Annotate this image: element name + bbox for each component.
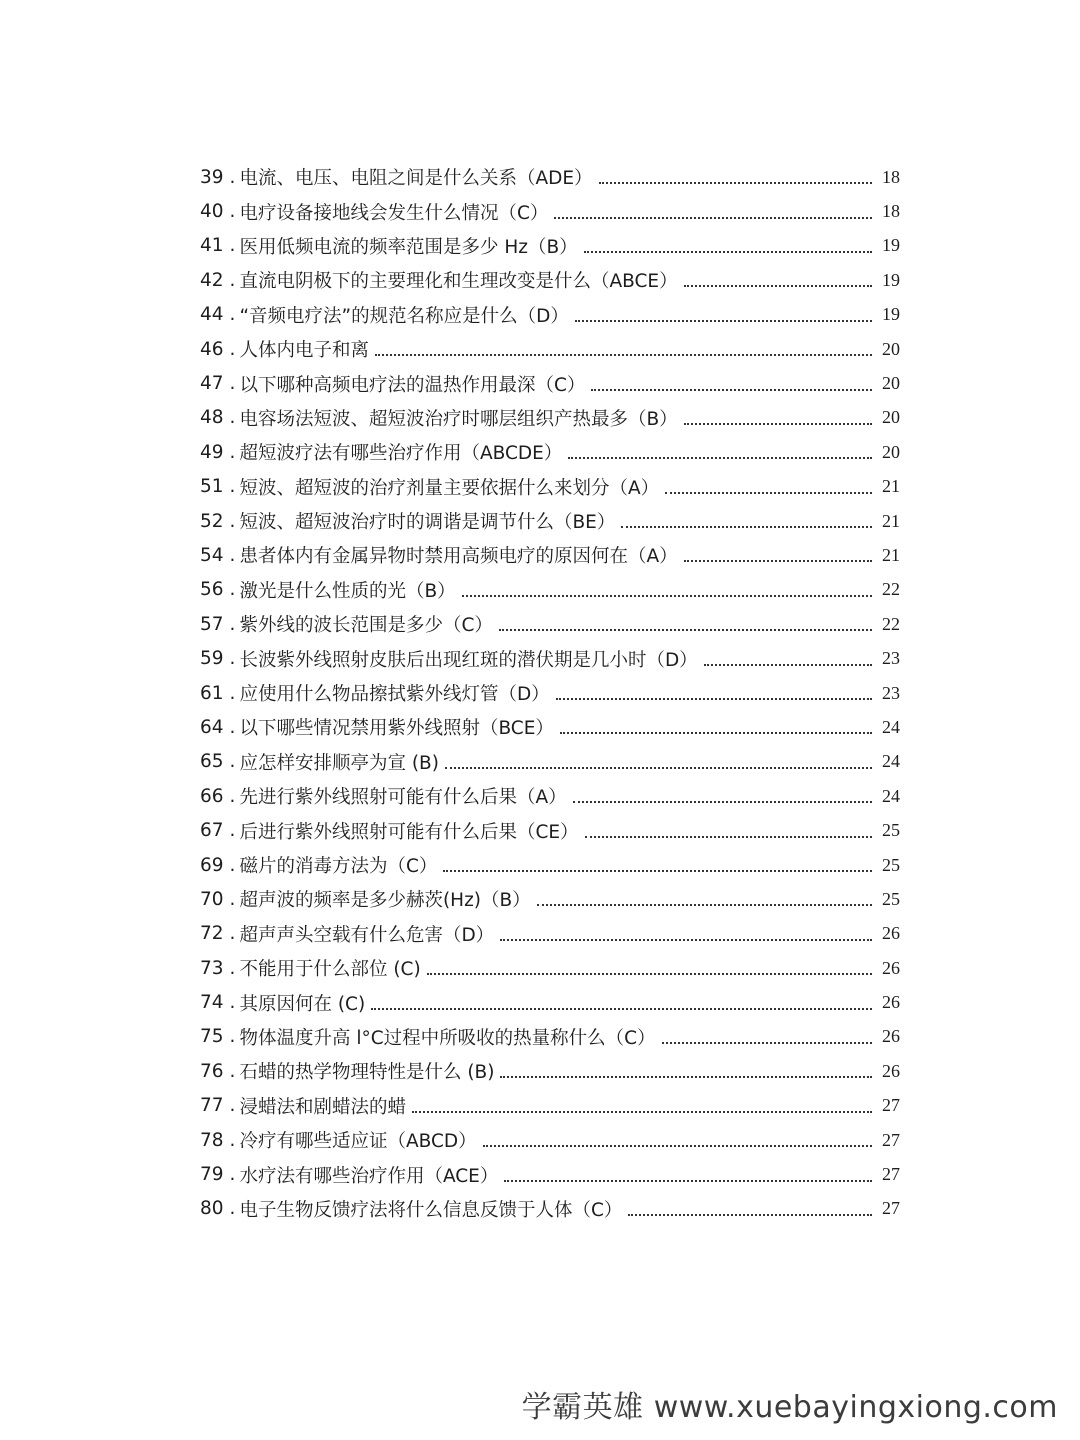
toc-entry-page-number: 20 [882,373,900,394]
dot-leader [585,836,872,838]
dot-leader [684,423,872,425]
toc-entry-page-number: 21 [882,476,900,497]
dot-leader [443,870,872,872]
toc-entry-title: 冷疗有哪些适应证（ABCD） [239,1131,477,1153]
toc-entry-separator: . [229,407,236,429]
toc-entry-page-number: 19 [882,269,900,290]
toc-entry-page-number: 26 [882,923,900,944]
toc-entry-title: 紫外线的波长范围是多少（C） [239,615,493,637]
toc-entry-number: 78 [200,1129,224,1151]
dot-leader [427,973,872,975]
toc-entry-separator: . [229,923,236,945]
dot-leader [662,1042,872,1044]
toc-entry-number: 67 [200,820,224,842]
toc-entry-title: 其原因何在 (C) [239,993,366,1015]
toc-entry-title: 应怎样安排顺亭为宣 (B) [239,752,439,774]
toc-entry[interactable] [200,298,900,332]
toc-entry[interactable] [200,1089,900,1123]
toc-entry[interactable] [200,813,900,847]
toc-entry-page-number: 23 [882,648,900,669]
dot-leader [500,939,872,941]
toc-entry-separator: . [229,957,236,979]
toc-entry-number: 51 [200,476,224,498]
toc-entry-title: 短波、超短波治疗时的调谐是调节什么（BE） [239,512,616,534]
toc-entry-separator: . [229,441,236,463]
toc-entry-title: 医用低频电流的频率范围是多少 Hz（B） [239,236,578,258]
dot-leader [412,1111,872,1113]
toc-entry-page-number: 20 [882,441,900,462]
toc-entry-separator: . [229,716,236,738]
toc-entry[interactable] [200,229,900,263]
toc-entry[interactable] [200,160,900,194]
toc-entry-page-number: 22 [882,613,900,634]
toc-entry[interactable] [200,435,900,469]
toc-entry-title: 电疗设备接地线会发生什么情况（C） [239,202,549,224]
toc-entry-number: 54 [200,544,224,566]
toc-entry-separator: . [229,992,236,1014]
toc-entry-page-number: 26 [882,992,900,1013]
dot-leader [537,904,872,906]
toc-entry-title: 电流、电压、电阻之间是什么关系（ADE） [239,168,593,190]
toc-entry[interactable] [200,985,900,1019]
toc-entry-page-number: 24 [882,785,900,806]
toc-entry-number: 61 [200,682,224,704]
toc-entry-number: 42 [200,269,224,291]
toc-entry-number: 72 [200,923,224,945]
toc-entry-separator: . [229,751,236,773]
toc-entry-page-number: 21 [882,544,900,565]
toc-entry-page-number: 25 [882,854,900,875]
toc-entry-number: 41 [200,235,224,257]
toc-entry-separator: . [229,1129,236,1151]
toc-entry[interactable] [200,1020,900,1054]
toc-entry-separator: . [229,304,236,326]
toc-entry-title: 超声波的频率是多少赫茨(Hz)（B） [239,890,531,912]
toc-entry-page-number: 26 [882,957,900,978]
toc-entry-page-number: 25 [882,820,900,841]
toc-entry[interactable] [200,710,900,744]
toc-entry-separator: . [229,1060,236,1082]
toc-entry[interactable] [200,882,900,916]
toc-entry-page-number: 23 [882,682,900,703]
toc-entry[interactable] [200,848,900,882]
dot-leader [560,732,872,734]
toc-entry-separator: . [229,510,236,532]
dot-leader [445,767,872,769]
toc-entry[interactable] [200,538,900,572]
toc-entry-number: 48 [200,407,224,429]
toc-entry-page-number: 22 [882,579,900,600]
toc-entry-separator: . [229,682,236,704]
toc-entry-number: 39 [200,166,224,188]
toc-entry-page-number: 27 [882,1129,900,1150]
toc-entry-title: 患者体内有金属异物时禁用高频电疗的原因何在（A） [239,546,678,568]
toc-entry-page-number: 27 [882,1095,900,1116]
toc-entry-number: 74 [200,992,224,1014]
toc-entry-number: 66 [200,785,224,807]
toc-entry[interactable] [200,951,900,985]
toc-entry-number: 75 [200,1026,224,1048]
toc-entry-number: 80 [200,1198,224,1220]
toc-entry-number: 77 [200,1095,224,1117]
toc-entry-title: 以下哪些情况禁用紫外线照射（BCE） [239,718,554,740]
toc-entry-title: 短波、超短波的治疗剂量主要依据什么来划分（A） [239,477,660,499]
dot-leader [665,492,872,494]
toc-entry-page-number: 19 [882,304,900,325]
dot-leader [575,320,872,322]
toc-entry-number: 76 [200,1060,224,1082]
dot-leader [599,182,872,184]
toc-entry-title: 水疗法有哪些治疗作用（ACE） [239,1165,499,1187]
toc-entry-number: 52 [200,510,224,532]
toc-entry[interactable] [200,401,900,435]
toc-entry[interactable] [200,504,900,538]
toc-entry-separator: . [229,235,236,257]
dot-leader [371,1008,872,1010]
toc-entry-page-number: 21 [882,510,900,531]
toc-entry[interactable] [200,332,900,366]
dot-leader [584,251,872,253]
toc-entry-title: 应使用什么物品擦拭紫外线灯管（D） [239,684,550,706]
toc-entry-page-number: 18 [882,201,900,222]
toc-entry-title: 激光是什么性质的光（B） [239,580,456,602]
toc-entry-title: 人体内电子和离 [239,340,369,362]
toc-entry-page-number: 25 [882,888,900,909]
dot-leader [684,560,872,562]
toc-entry-separator: . [229,648,236,670]
toc-entry-title: “音频电疗法”的规范名称应是什么（D） [239,305,569,327]
dot-leader [573,801,872,803]
dot-leader [591,389,872,391]
toc-entry-title: 物体温度升高 l°C过程中所吸收的热量称什么（C） [239,1027,656,1049]
toc-entry-separator: . [229,1026,236,1048]
toc-entry-title: 石蜡的热学物理特性是什么 (B) [239,1062,495,1084]
toc-entry-page-number: 26 [882,1060,900,1081]
toc-entry-page-number: 26 [882,1026,900,1047]
toc-entry[interactable] [200,1123,900,1157]
toc-entry[interactable] [200,263,900,297]
toc-entry[interactable] [200,607,900,641]
toc-entry-title: 先进行紫外线照射可能有什么后果（A） [239,787,567,809]
toc-entry-separator: . [229,579,236,601]
toc-entry-title: 长波紫外线照射皮肤后出现红斑的潜伏期是几小时（D） [239,649,698,671]
toc-entry-number: 64 [200,716,224,738]
dot-leader [483,1145,872,1147]
toc-entry[interactable] [200,641,900,675]
dot-leader [554,217,872,219]
dot-leader [504,1180,872,1182]
toc-entry-number: 46 [200,338,224,360]
toc-entry-separator: . [229,544,236,566]
toc-entry[interactable] [200,366,900,400]
dot-leader [621,526,872,528]
toc-entry-page-number: 27 [882,1164,900,1185]
toc-entry-separator: . [229,373,236,395]
toc-entry-number: 49 [200,441,224,463]
toc-entry-separator: . [229,613,236,635]
toc-entry-number: 65 [200,751,224,773]
toc-entry-number: 57 [200,613,224,635]
dot-leader [375,354,872,356]
dot-leader [499,629,872,631]
toc-entry-title: 后进行紫外线照射可能有什么后果（CE） [239,821,579,843]
toc-entry-separator: . [229,476,236,498]
toc-entry-number: 70 [200,888,224,910]
toc-entry-title: 磁片的消毒方法为（C） [239,856,438,877]
toc-entry-number: 79 [200,1164,224,1186]
toc-entry[interactable] [200,917,900,951]
toc-entry-separator: . [229,854,236,876]
toc-entry-title: 超短波疗法有哪些治疗作用（ABCDE） [239,443,563,465]
toc-entry[interactable] [200,779,900,813]
toc-entry-separator: . [229,201,236,223]
toc-entry-separator: . [229,1164,236,1186]
toc-entry-separator: . [229,1095,236,1117]
toc-entry[interactable] [200,470,900,504]
toc-entry[interactable] [200,573,900,607]
toc-entry-title: 直流电阴极下的主要理化和生理改变是什么（ABCE） [239,271,678,293]
toc-entry-title: 浸蜡法和剧蜡法的蜡 [239,1096,406,1118]
toc-entry-separator: . [229,269,236,291]
toc-entry-separator: . [229,785,236,807]
dot-leader [500,1076,872,1078]
toc-entry-page-number: 24 [882,716,900,737]
toc-entry-separator: . [229,888,236,910]
dot-leader [556,698,872,700]
toc-entry-page-number: 20 [882,407,900,428]
toc-entry[interactable] [200,676,900,710]
toc-entry-number: 44 [200,304,224,326]
toc-entry-number: 73 [200,957,224,979]
dot-leader [462,595,872,597]
toc-entry-separator: . [229,166,236,188]
toc-entry-title: 以下哪种高频电疗法的温热作用最深（C） [239,374,586,396]
toc-entry-number: 69 [200,854,224,876]
toc-entry[interactable] [200,1054,900,1088]
toc-entry-title: 超声声头空载有什么危害（D） [239,924,495,946]
toc-entry-page-number: 20 [882,338,900,359]
dot-leader [704,664,872,666]
toc-entry-separator: . [229,338,236,360]
toc-entry-page-number: 24 [882,751,900,772]
toc-entry[interactable] [200,194,900,228]
dot-leader [568,457,872,459]
dot-leader [684,285,872,287]
toc-entry-page-number: 19 [882,235,900,256]
toc-entry-title: 电容场法短波、超短波治疗时哪层组织产热最多（B） [239,408,678,430]
toc-entry-separator: . [229,820,236,842]
toc-entry[interactable] [200,1157,900,1191]
toc-entry-separator: . [229,1198,236,1220]
toc-entry[interactable] [200,745,900,779]
toc-entry-title: 电子生物反馈疗法将什么信息反馈于人体（C） [239,1199,623,1221]
toc-entry[interactable] [200,1192,900,1226]
toc-entry-number: 40 [200,201,224,223]
toc-entry-page-number: 27 [882,1198,900,1219]
site-watermark: 学霸英雄 www.xuebayingxiong.com [521,1390,1058,1425]
dot-leader [628,1214,872,1216]
toc-entry-number: 59 [200,648,224,670]
toc-entry-number: 47 [200,373,224,395]
toc-entry-number: 56 [200,579,224,601]
table-of-contents [200,160,900,1226]
toc-entry-title: 不能用于什么部位 (C) [239,959,421,981]
toc-entry-page-number: 18 [882,166,900,187]
